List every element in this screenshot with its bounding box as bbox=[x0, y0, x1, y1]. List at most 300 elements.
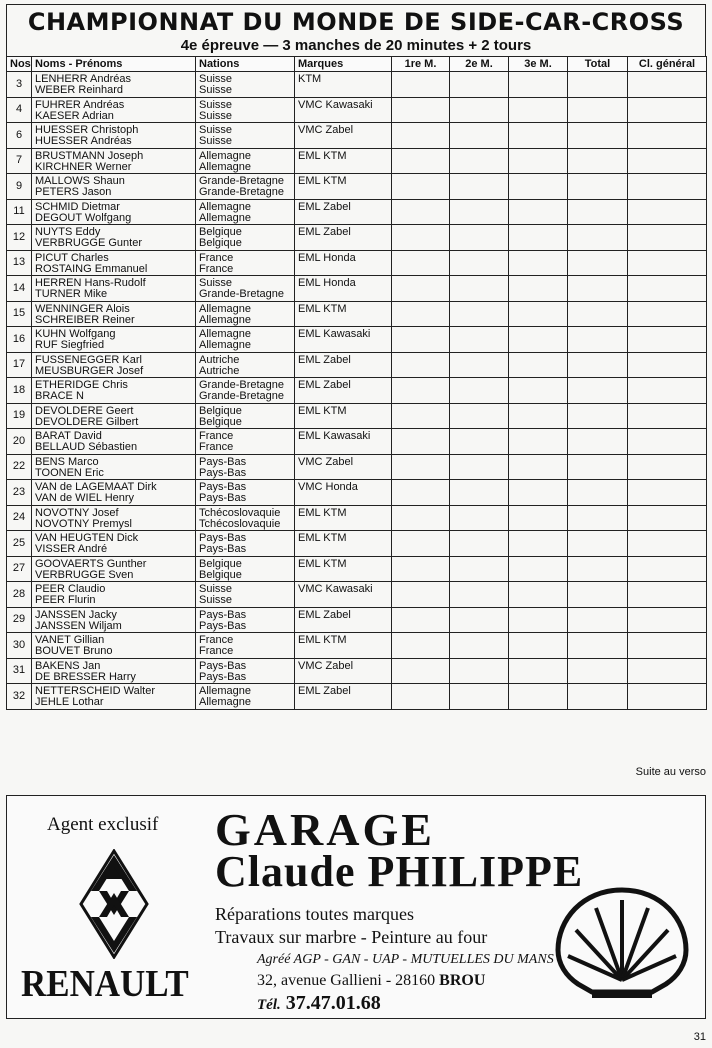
driver-nation: Pays-Bas bbox=[199, 608, 247, 621]
marque-text: EML KTM bbox=[298, 532, 347, 544]
table-row bbox=[7, 97, 707, 123]
general-cell bbox=[628, 199, 707, 225]
row-number bbox=[7, 684, 32, 710]
total-cell bbox=[568, 658, 628, 684]
marque-text: EML Zabel bbox=[298, 353, 351, 366]
crew-names bbox=[32, 633, 196, 659]
manche-2-cell bbox=[450, 378, 509, 404]
row-number bbox=[7, 250, 32, 276]
manche-3-cell bbox=[509, 250, 568, 276]
total-cell bbox=[568, 531, 628, 557]
marque-text: VMC Kawasaki bbox=[298, 98, 373, 111]
table-row bbox=[7, 123, 707, 149]
passenger-nation: Grande-Bretagne bbox=[199, 288, 284, 300]
driver-name: NUYTS Eddy bbox=[35, 226, 101, 238]
manche-2-cell bbox=[450, 633, 509, 659]
manche-1-cell bbox=[392, 123, 450, 149]
crew-names bbox=[32, 352, 196, 378]
manche-3-cell bbox=[509, 480, 568, 506]
manche-3-cell bbox=[509, 684, 568, 710]
row-number bbox=[7, 480, 32, 506]
marque-text: EML KTM bbox=[298, 557, 347, 570]
manche-3-cell bbox=[509, 276, 568, 302]
general-cell bbox=[628, 582, 707, 608]
general-cell bbox=[628, 658, 707, 684]
manche-2-cell bbox=[450, 123, 509, 149]
total-cell bbox=[568, 174, 628, 200]
general-cell bbox=[628, 301, 707, 327]
table-row bbox=[7, 429, 707, 455]
total-cell bbox=[568, 582, 628, 608]
passenger-name: BRACE N bbox=[35, 390, 84, 402]
table-row bbox=[7, 378, 707, 404]
total-cell bbox=[568, 556, 628, 582]
manche-2-cell bbox=[450, 658, 509, 684]
manche-2-cell bbox=[450, 72, 509, 98]
general-cell bbox=[628, 97, 707, 123]
crew-names bbox=[32, 199, 196, 225]
crew-nations bbox=[196, 658, 295, 684]
manche-3-cell bbox=[509, 199, 568, 225]
crew-nations bbox=[196, 607, 295, 633]
total-cell bbox=[568, 403, 628, 429]
driver-nation: Autriche bbox=[199, 353, 240, 366]
address-line bbox=[257, 972, 485, 990]
driver-nation: Allemagne bbox=[199, 149, 251, 162]
marque-text: VMC Kawasaki bbox=[298, 583, 373, 595]
passenger-name: KAESER Adrian bbox=[35, 109, 114, 122]
marque bbox=[295, 199, 392, 225]
manche-1-cell bbox=[392, 301, 450, 327]
row-number-text: 23 bbox=[12, 485, 26, 498]
row-number-text: 32 bbox=[12, 689, 26, 702]
driver-name: FUHRER Andréas bbox=[35, 98, 125, 111]
driver-name: GOOVAERTS Gunther bbox=[35, 557, 147, 570]
marque-text: EML Zabel bbox=[298, 379, 351, 391]
crew-names bbox=[32, 174, 196, 200]
passenger-nation: Allemagne bbox=[199, 696, 251, 708]
marque-text: EML KTM bbox=[298, 506, 347, 519]
total-cell bbox=[568, 378, 628, 404]
driver-name: PICUT Charles bbox=[35, 251, 109, 264]
passenger-nation: Pays-Bas bbox=[199, 543, 247, 555]
col-header-m3: 3e M. bbox=[509, 57, 568, 72]
total-cell bbox=[568, 454, 628, 480]
table-row bbox=[7, 225, 707, 251]
marque bbox=[295, 556, 392, 582]
total-cell bbox=[568, 505, 628, 531]
marque bbox=[295, 582, 392, 608]
general-cell bbox=[628, 327, 707, 353]
manche-1-cell bbox=[392, 225, 450, 251]
crew-names bbox=[32, 454, 196, 480]
general-cell bbox=[628, 607, 707, 633]
row-number-text: 15 bbox=[12, 307, 26, 320]
row-number-text: 7 bbox=[15, 154, 23, 167]
general-cell bbox=[628, 556, 707, 582]
marque bbox=[295, 658, 392, 684]
manche-3-cell bbox=[509, 225, 568, 251]
driver-nation: Pays-Bas bbox=[199, 455, 247, 468]
page-title: CHAMPIONNAT DU MONDE DE SIDE-CAR-CROSS bbox=[27, 8, 685, 36]
row-number bbox=[7, 378, 32, 404]
manche-2-cell bbox=[450, 607, 509, 633]
row-number-text: 13 bbox=[12, 256, 26, 269]
crew-nations bbox=[196, 582, 295, 608]
manche-3-cell bbox=[509, 123, 568, 149]
manche-3-cell bbox=[509, 148, 568, 174]
crew-nations bbox=[196, 480, 295, 506]
manche-3-cell bbox=[509, 429, 568, 455]
driver-nation: Suisse bbox=[199, 277, 233, 289]
passenger-nation: Belgique bbox=[199, 415, 242, 428]
manche-1-cell bbox=[392, 633, 450, 659]
crew-nations bbox=[196, 429, 295, 455]
total-cell bbox=[568, 72, 628, 98]
driver-name: WENNINGER Alois bbox=[35, 302, 130, 315]
passenger-nation: France bbox=[199, 262, 234, 275]
total-cell bbox=[568, 250, 628, 276]
row-number bbox=[7, 276, 32, 302]
marque bbox=[295, 403, 392, 429]
driver-nation: Grande-Bretagne bbox=[199, 175, 284, 187]
row-number bbox=[7, 556, 32, 582]
general-cell bbox=[628, 531, 707, 557]
passenger-name: BOUVET Bruno bbox=[35, 645, 113, 657]
table-row bbox=[7, 684, 707, 710]
passenger-name: KIRCHNER Werner bbox=[35, 160, 132, 173]
page-header bbox=[6, 4, 706, 56]
row-number-text: 28 bbox=[12, 587, 26, 600]
driver-name: KUHN Wolfgang bbox=[35, 328, 116, 340]
driver-name: BRUSTMANN Joseph bbox=[35, 149, 144, 162]
row-number-text: 17 bbox=[12, 358, 26, 371]
passenger-name: ROSTAING Emmanuel bbox=[35, 262, 148, 275]
general-cell bbox=[628, 123, 707, 149]
marque-text: VMC Zabel bbox=[298, 455, 354, 468]
row-number-text: 29 bbox=[12, 613, 26, 626]
col-header-marques: Marques bbox=[295, 57, 392, 72]
crew-nations bbox=[196, 72, 295, 98]
row-number-text: 30 bbox=[12, 638, 26, 651]
marque bbox=[295, 301, 392, 327]
general-cell bbox=[628, 633, 707, 659]
total-cell bbox=[568, 199, 628, 225]
row-number bbox=[7, 658, 32, 684]
driver-nation: France bbox=[199, 430, 234, 442]
manche-1-cell bbox=[392, 97, 450, 123]
row-number-text: 19 bbox=[12, 409, 26, 422]
marque-text: EML KTM bbox=[298, 175, 347, 187]
total-cell bbox=[568, 123, 628, 149]
manche-2-cell bbox=[450, 505, 509, 531]
manche-3-cell bbox=[509, 454, 568, 480]
manche-1-cell bbox=[392, 403, 450, 429]
driver-name: MALLOWS Shaun bbox=[35, 175, 125, 187]
crew-nations bbox=[196, 123, 295, 149]
manche-1-cell bbox=[392, 352, 450, 378]
row-number bbox=[7, 327, 32, 353]
marque-text: EML Honda bbox=[298, 277, 356, 289]
col-header-m2: 2e M. bbox=[450, 57, 509, 72]
passenger-nation: Autriche bbox=[199, 364, 240, 377]
general-cell bbox=[628, 276, 707, 302]
row-number-text: 4 bbox=[15, 103, 23, 116]
continued-note: Suite au verso bbox=[635, 766, 706, 778]
marque bbox=[295, 250, 392, 276]
driver-name: VAN de LAGEMAAT Dirk bbox=[35, 481, 157, 493]
manche-1-cell bbox=[392, 480, 450, 506]
driver-nation: Pays-Bas bbox=[199, 659, 247, 672]
crew-nations bbox=[196, 97, 295, 123]
marque-text: VMC Zabel bbox=[298, 124, 354, 136]
passenger-name: SCHREIBER Reiner bbox=[35, 313, 135, 326]
passenger-name: MEUSBURGER Josef bbox=[35, 364, 144, 377]
passenger-name: TURNER Mike bbox=[35, 288, 108, 300]
passenger-name: DEGOUT Wolfgang bbox=[35, 211, 132, 224]
crew-names bbox=[32, 250, 196, 276]
garage-title: GARAGE bbox=[215, 804, 435, 855]
crew-nations bbox=[196, 301, 295, 327]
general-cell bbox=[628, 174, 707, 200]
marque-text: EML KTM bbox=[298, 302, 347, 315]
crew-nations bbox=[196, 148, 295, 174]
works-line: Travaux sur marbre - Peinture au four bbox=[215, 927, 488, 947]
passenger-name: JANSSEN Wiljam bbox=[35, 619, 122, 632]
passenger-nation: Belgique bbox=[199, 237, 242, 249]
crew-names bbox=[32, 531, 196, 557]
marque bbox=[295, 429, 392, 455]
marque bbox=[295, 225, 392, 251]
table-row bbox=[7, 327, 707, 353]
table-row bbox=[7, 633, 707, 659]
driver-name: HERREN Hans-Rudolf bbox=[35, 277, 146, 289]
crew-names bbox=[32, 429, 196, 455]
total-cell bbox=[568, 429, 628, 455]
manche-3-cell bbox=[509, 378, 568, 404]
crew-names bbox=[32, 327, 196, 353]
passenger-name: VISSER André bbox=[35, 543, 108, 555]
table-row bbox=[7, 531, 707, 557]
general-cell bbox=[628, 505, 707, 531]
manche-3-cell bbox=[509, 327, 568, 353]
phone-label: Tél. bbox=[257, 997, 281, 1013]
total-cell bbox=[568, 352, 628, 378]
general-cell bbox=[628, 480, 707, 506]
marque bbox=[295, 480, 392, 506]
marque bbox=[295, 505, 392, 531]
page-number: 31 bbox=[693, 1031, 706, 1043]
marque bbox=[295, 352, 392, 378]
marque bbox=[295, 378, 392, 404]
driver-nation: Belgique bbox=[199, 226, 242, 238]
driver-name: FUSSENEGGER Karl bbox=[35, 353, 142, 366]
manche-1-cell bbox=[392, 658, 450, 684]
crew-nations bbox=[196, 276, 295, 302]
passenger-name: TOONEN Eric bbox=[35, 466, 104, 479]
driver-name: BARAT David bbox=[35, 430, 102, 442]
row-number-text: 18 bbox=[12, 383, 26, 396]
col-header-total: Total bbox=[568, 57, 628, 72]
manche-2-cell bbox=[450, 454, 509, 480]
driver-name: DEVOLDERE Geert bbox=[35, 404, 134, 417]
crew-nations bbox=[196, 684, 295, 710]
crew-nations bbox=[196, 403, 295, 429]
crew-names bbox=[32, 582, 196, 608]
table-row bbox=[7, 403, 707, 429]
driver-name: SCHMID Dietmar bbox=[35, 200, 120, 213]
manche-2-cell bbox=[450, 225, 509, 251]
row-number-text: 24 bbox=[12, 511, 26, 524]
table-row bbox=[7, 556, 707, 582]
marque-text: VMC Honda bbox=[298, 481, 358, 493]
passenger-nation: Belgique bbox=[199, 568, 242, 581]
manche-2-cell bbox=[450, 250, 509, 276]
passenger-nation: Allemagne bbox=[199, 339, 251, 351]
manche-1-cell bbox=[392, 174, 450, 200]
row-number bbox=[7, 403, 32, 429]
renault-diamond-icon bbox=[79, 849, 149, 959]
manche-2-cell bbox=[450, 556, 509, 582]
marque bbox=[295, 531, 392, 557]
general-cell bbox=[628, 454, 707, 480]
marque-text: EML KTM bbox=[298, 149, 347, 162]
total-cell bbox=[568, 225, 628, 251]
row-number-text: 20 bbox=[12, 434, 26, 447]
crew-nations bbox=[196, 174, 295, 200]
passenger-nation: Grande-Bretagne bbox=[199, 390, 284, 402]
crew-nations bbox=[196, 199, 295, 225]
manche-1-cell bbox=[392, 327, 450, 353]
row-number-text: 9 bbox=[15, 179, 23, 192]
driver-name: BENS Marco bbox=[35, 455, 99, 468]
marque-text: VMC Zabel bbox=[298, 659, 354, 672]
crew-names bbox=[32, 123, 196, 149]
total-cell bbox=[568, 97, 628, 123]
driver-name: JANSSEN Jacky bbox=[35, 608, 117, 621]
table-row bbox=[7, 250, 707, 276]
manche-2-cell bbox=[450, 352, 509, 378]
table-header-row bbox=[7, 57, 707, 72]
total-cell bbox=[568, 327, 628, 353]
row-number bbox=[7, 225, 32, 251]
general-cell bbox=[628, 429, 707, 455]
row-number bbox=[7, 352, 32, 378]
table-row bbox=[7, 276, 707, 302]
manche-1-cell bbox=[392, 250, 450, 276]
driver-nation: Allemagne bbox=[199, 200, 251, 213]
manche-3-cell bbox=[509, 531, 568, 557]
passenger-nation: Suisse bbox=[199, 594, 233, 606]
general-cell bbox=[628, 72, 707, 98]
crew-nations bbox=[196, 225, 295, 251]
row-number-text: 11 bbox=[13, 205, 25, 218]
general-cell bbox=[628, 684, 707, 710]
row-number bbox=[7, 633, 32, 659]
marque bbox=[295, 123, 392, 149]
passenger-nation: Pays-Bas bbox=[199, 466, 247, 479]
crew-names bbox=[32, 658, 196, 684]
results-table bbox=[6, 56, 707, 710]
row-number bbox=[7, 454, 32, 480]
address-city: BROU bbox=[439, 972, 486, 989]
passenger-nation: France bbox=[199, 441, 234, 453]
crew-nations bbox=[196, 505, 295, 531]
general-cell bbox=[628, 250, 707, 276]
marque bbox=[295, 174, 392, 200]
crew-nations bbox=[196, 454, 295, 480]
crew-names bbox=[32, 403, 196, 429]
passenger-name: DE BRESSER Harry bbox=[35, 670, 136, 683]
table-row bbox=[7, 72, 707, 98]
row-number-text: 16 bbox=[12, 332, 26, 345]
driver-nation: Allemagne bbox=[199, 302, 251, 315]
marque-text: EML Zabel bbox=[298, 200, 351, 213]
driver-nation: Belgique bbox=[199, 404, 242, 417]
table-row bbox=[7, 607, 707, 633]
manche-2-cell bbox=[450, 199, 509, 225]
table-row bbox=[7, 199, 707, 225]
total-cell bbox=[568, 148, 628, 174]
row-number bbox=[7, 429, 32, 455]
manche-3-cell bbox=[509, 174, 568, 200]
manche-3-cell bbox=[509, 556, 568, 582]
manche-3-cell bbox=[509, 607, 568, 633]
general-cell bbox=[628, 403, 707, 429]
marque-text: EML Honda bbox=[298, 251, 356, 264]
manche-2-cell bbox=[450, 582, 509, 608]
row-number-text: 14 bbox=[12, 281, 26, 294]
driver-nation: Suisse bbox=[199, 124, 233, 136]
driver-name: VANET Gillian bbox=[35, 634, 105, 646]
manche-2-cell bbox=[450, 148, 509, 174]
general-cell bbox=[628, 378, 707, 404]
row-number bbox=[7, 607, 32, 633]
driver-name: NETTERSCHEID Walter bbox=[35, 685, 155, 697]
row-number bbox=[7, 301, 32, 327]
marque bbox=[295, 148, 392, 174]
manche-3-cell bbox=[509, 97, 568, 123]
phone-number: 37.47.01.68 bbox=[285, 992, 381, 1014]
passenger-nation: Allemagne bbox=[199, 160, 251, 173]
manche-2-cell bbox=[450, 327, 509, 353]
crew-names bbox=[32, 301, 196, 327]
passenger-nation: Grande-Bretagne bbox=[199, 186, 284, 198]
passenger-nation: Tchécoslovaquie bbox=[199, 517, 281, 530]
col-header-names: Noms - Prénoms bbox=[32, 57, 196, 72]
marque bbox=[295, 97, 392, 123]
total-cell bbox=[568, 607, 628, 633]
row-number-text: 27 bbox=[12, 562, 26, 575]
marque-text: EML Zabel bbox=[298, 608, 351, 621]
general-cell bbox=[628, 148, 707, 174]
manche-3-cell bbox=[509, 72, 568, 98]
passenger-name: VAN de WIEL Henry bbox=[35, 492, 135, 504]
manche-1-cell bbox=[392, 276, 450, 302]
row-number-text: 12 bbox=[12, 230, 26, 243]
manche-2-cell bbox=[450, 276, 509, 302]
marque-text: EML Kawasaki bbox=[298, 430, 371, 442]
driver-nation: Tchécoslovaquie bbox=[199, 506, 281, 519]
manche-2-cell bbox=[450, 301, 509, 327]
manche-2-cell bbox=[450, 174, 509, 200]
crew-nations bbox=[196, 250, 295, 276]
marque bbox=[295, 633, 392, 659]
driver-name: NOVOTNY Josef bbox=[35, 506, 119, 519]
manche-3-cell bbox=[509, 633, 568, 659]
manche-1-cell bbox=[392, 684, 450, 710]
marque-text: EML Kawasaki bbox=[298, 328, 371, 340]
